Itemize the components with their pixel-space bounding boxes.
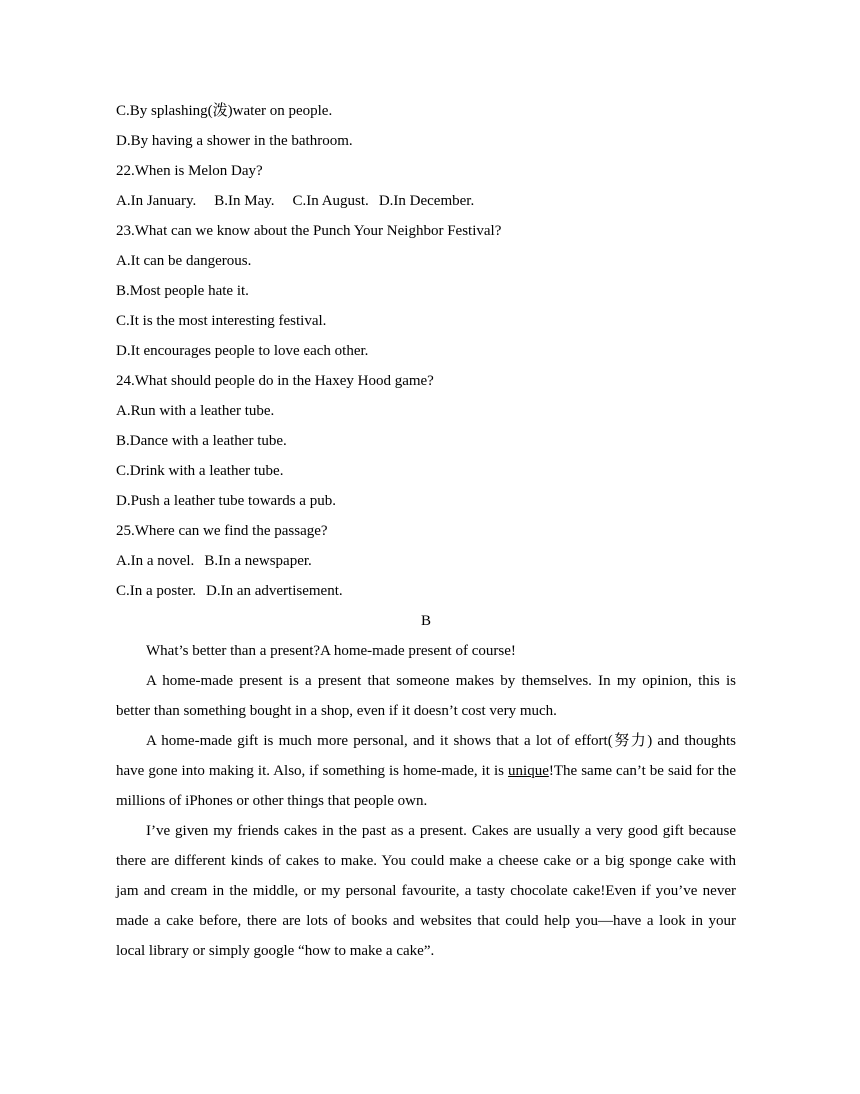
q25-options-row-1	[116, 546, 736, 576]
q25-options-row-2	[116, 576, 736, 606]
q21-option-d: D.By having a shower in the bathroom.	[116, 133, 353, 149]
paragraph-2: A home-made present is a present that someone makes by themselves. In my opinion, this is better than something bought in a shop, even if it doesn’t cost very much.	[116, 673, 736, 719]
q25-option-d: D.In an advertisement.	[206, 583, 343, 599]
underlined-word: unique	[508, 763, 549, 779]
q25-option-c: C.In a poster.	[116, 583, 196, 599]
q23-option-a: A.It can be dangerous.	[116, 253, 252, 269]
q25-stem: 25.Where can we find the passage?	[116, 523, 328, 539]
q23-option-c: C.It is the most interesting festival.	[116, 313, 327, 329]
q22-option-d: D.In December.	[378, 193, 475, 209]
q23-stem: 23.What can we know about the Punch Your Neighbor Festival?	[116, 223, 502, 239]
q21-option-c: C.By splashing(泼)water on people.	[116, 103, 333, 119]
section-heading: B	[420, 613, 431, 629]
q23-option-d: D.It encourages people to love each other.	[116, 343, 369, 359]
paragraph-3-text-end: !The same can’t be said for the millions of iPhones or other things that people own.	[116, 763, 736, 809]
exam-content	[116, 96, 736, 966]
paragraph-3-text-start: A home-made gift is much more personal, and it shows that a lot of effort(努力) and thoughts have gone into making it. Also, if something is home-made, it is	[116, 733, 736, 779]
q25-option-b: B.In a newspaper.	[204, 553, 312, 569]
paragraph-1: What’s better than a present?A home-made present of course!	[146, 643, 516, 659]
q24-stem: 24.What should people do in the Haxey Hood game?	[116, 373, 434, 389]
q22-options	[116, 186, 736, 216]
paragraph-4: I’ve given my friends cakes in the past as a present. Cakes are usually a very good gift because there are different kinds of cakes to make. You could make a cheese cake or a big sponge cake with jam and cream in the middle, or my personal favourite, a tasty chocolate cake!Even if you’ve never made a cake before, there are lots of books and websites that could help you—have a look in your local library or simply google “how to make a cake”.	[116, 823, 736, 959]
q25-option-a: A.In a novel.	[116, 553, 195, 569]
q22-stem: 22.When is Melon Day?	[116, 163, 263, 179]
q24-option-b: B.Dance with a leather tube.	[116, 433, 287, 449]
q22-option-c: C.In August.	[292, 193, 369, 209]
q22-option-a: A.In January.	[116, 193, 197, 209]
q23-option-b: B.Most people hate it.	[116, 283, 249, 299]
q24-option-d: D.Push a leather tube towards a pub.	[116, 493, 336, 509]
q24-option-c: C.Drink with a leather tube.	[116, 463, 284, 479]
q22-option-b: B.In May.	[214, 193, 275, 209]
paragraph-3	[116, 726, 736, 816]
q24-option-a: A.Run with a leather tube.	[116, 403, 275, 419]
